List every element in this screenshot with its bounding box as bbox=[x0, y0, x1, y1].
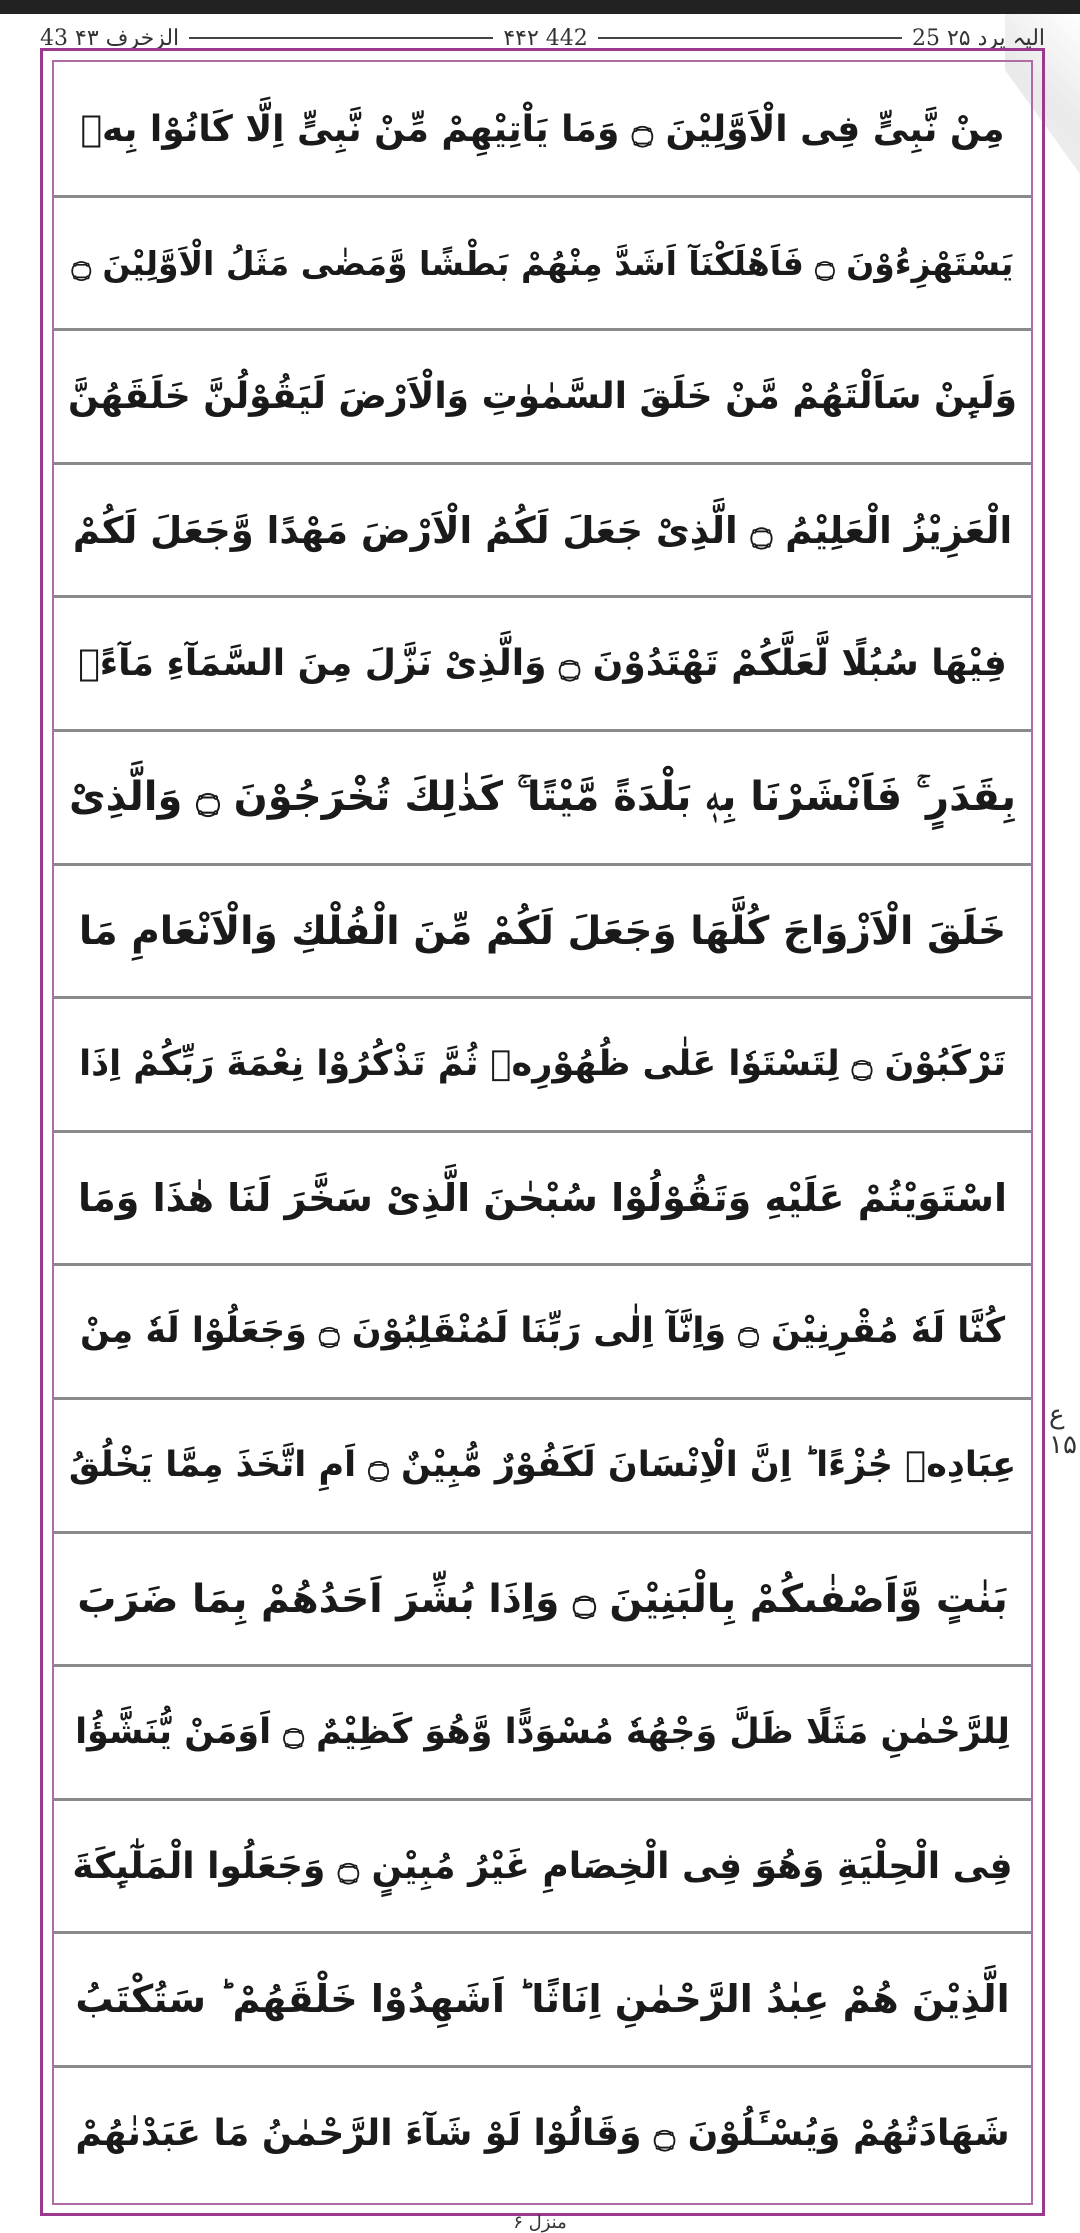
verse-line-text: كُنَّا لَهٗ مُقْرِنِیْنَ ۝ وَاِنَّآ اِلٰى رَبِّنَا لَمُنْقَلِبُوْنَ ۝ وَجَعَلُوْا لَهٗ مِنْ bbox=[79, 1311, 1006, 1351]
manzil-label: منزل ۶ bbox=[513, 2212, 567, 2233]
verse-line-text: الْعَزِیْزُ الْعَلِیْمُ ۝ الَّذِیْ جَعَلَ لَكُمُ الْاَرْضَ مَهْدًا وَّجَعَلَ لَكُمْ bbox=[72, 508, 1013, 552]
verse-line[interactable] bbox=[54, 196, 1031, 330]
verse-line-text: وَلَىِٕنْ سَاَلْتَهُمْ مَّنْ خَلَقَ السَّمٰوٰتِ وَالْاَرْضَ لَیَقُوْلُنَّ خَلَقَهُنَّ bbox=[68, 375, 1017, 417]
verse-line[interactable] bbox=[54, 1398, 1031, 1532]
verse-line[interactable] bbox=[54, 1532, 1031, 1666]
verse-line[interactable] bbox=[54, 730, 1031, 864]
verse-line-text: الَّذِیْنَ هُمْ عِبٰدُ الرَّحْمٰنِ اِنَاثًا ؕ اَشَهِدُوْا خَلْقَهُمْ ؕ سَتُكْتَبُ bbox=[75, 1977, 1010, 2021]
verse-line[interactable] bbox=[54, 329, 1031, 463]
verse-line[interactable] bbox=[54, 1264, 1031, 1398]
verse-line-text: تَرْكَبُوْنَ ۝ لِتَسْتَوٗا عَلٰى ظُهُوْرِهٖ ثُمَّ تَذْكُرُوْا نِعْمَةَ رَبِّكُمْ اِذَا bbox=[79, 1044, 1006, 1084]
status-bar bbox=[0, 0, 1080, 14]
verse-line-text: عِبَادِهٖ جُزْءًا ؕ اِنَّ الْاِنْسَانَ لَكَفُوْرٌ مُّبِیْنٌ ۝ اَمِ اتَّخَذَ مِمَّا یَخْلُقُ bbox=[68, 1445, 1017, 1485]
verse-line-text: مِنْ نَّبِیٍّ فِی الْاَوَّلِیْنَ ۝ وَمَا یَاْتِیْهِمْ مِّنْ نَّبِیٍّ اِلَّا كَانُوْا بِهٖ bbox=[80, 108, 1005, 150]
verse-line[interactable] bbox=[54, 2066, 1031, 2200]
verse-line[interactable] bbox=[54, 864, 1031, 998]
verse-line-text: لِلرَّحْمٰنِ مَثَلًا ظَلَّ وَجْهُهٗ مُسْوَدًّا وَّهُوَ كَظِیْمٌ ۝ اَوَمَنْ یُّنَشَّؤُا bbox=[75, 1712, 1010, 1752]
verse-line[interactable] bbox=[54, 997, 1031, 1131]
juz-name-header: 25 الیہ یرد ۲۵ bbox=[911, 25, 1046, 51]
verse-line[interactable] bbox=[54, 1932, 1031, 2066]
verse-line[interactable] bbox=[54, 1799, 1031, 1933]
verse-line-text: فِیْهَا سُبُلًا لَّعَلَّكُمْ تَهْتَدُوْنَ ۝ وَالَّذِیْ نَزَّلَ مِنَ السَّمَآءِ مَآءًۢ bbox=[78, 642, 1007, 684]
page-number-header: ۴۴۲ 442 bbox=[503, 25, 588, 51]
verse-line[interactable] bbox=[54, 596, 1031, 730]
quran-text-block bbox=[54, 62, 1031, 2202]
verse-line-text: یَسْتَهْزِءُوْنَ ۝ فَاَهْلَكْنَآ اَشَدَّ مِنْهُمْ بَطْشًا وَّمَضٰى مَثَلُ الْاَوَّلِیْنَ ۝ bbox=[71, 243, 1014, 283]
verse-line-text: شَهَادَتُهُمْ وَیُسْـَٔلُوْنَ ۝ وَقَالُوْا لَوْ شَآءَ الرَّحْمٰنُ مَا عَبَدْنٰهُمْ bbox=[75, 2112, 1010, 2154]
verse-line-text: بِقَدَرٍ ۚ فَاَنْشَرْنَا بِهٖ بَلْدَةً مَّیْتًا ۚ كَذٰلِكَ تُخْرَجُوْنَ ۝ وَالَّذِیْ bbox=[69, 774, 1016, 820]
ruku-marker bbox=[1050, 1400, 1076, 1520]
verse-line[interactable] bbox=[54, 1665, 1031, 1799]
verse-line-text: فِی الْحِلْیَةِ وَهُوَ فِی الْخِصَامِ غَیْرُ مُبِیْنٍ ۝ وَجَعَلُوا الْمَلٰٓىِٕكَةَ bbox=[72, 1845, 1013, 1887]
verse-line[interactable] bbox=[54, 463, 1031, 597]
verse-line-text: خَلَقَ الْاَزْوَاجَ كُلَّهَا وَجَعَلَ لَكُمْ مِّنَ الْفُلْكِ وَالْاَنْعَامِ مَا bbox=[78, 908, 1007, 954]
page-footer bbox=[0, 2212, 1080, 2233]
ruku-marker-text: ع ۱۵ bbox=[1049, 1400, 1077, 1460]
verse-line[interactable] bbox=[54, 1131, 1031, 1265]
surah-name-header: 43 الزخرف ۴۳ bbox=[40, 25, 180, 51]
verse-line[interactable] bbox=[54, 62, 1031, 196]
verse-line-text: بَنٰتٍ وَّاَصْفٰىكُمْ بِالْبَنِیْنَ ۝ وَاِذَا بُشِّرَ اَحَدُهُمْ بِمَا ضَرَبَ bbox=[77, 1576, 1008, 1622]
header-rule bbox=[598, 37, 902, 39]
verse-line-text: اسْتَوَیْتُمْ عَلَیْهِ وَتَقُوْلُوْا سُبْحٰنَ الَّذِیْ سَخَّرَ لَنَا هٰذَا وَمَا bbox=[77, 1176, 1008, 1220]
header-rule bbox=[189, 37, 493, 39]
